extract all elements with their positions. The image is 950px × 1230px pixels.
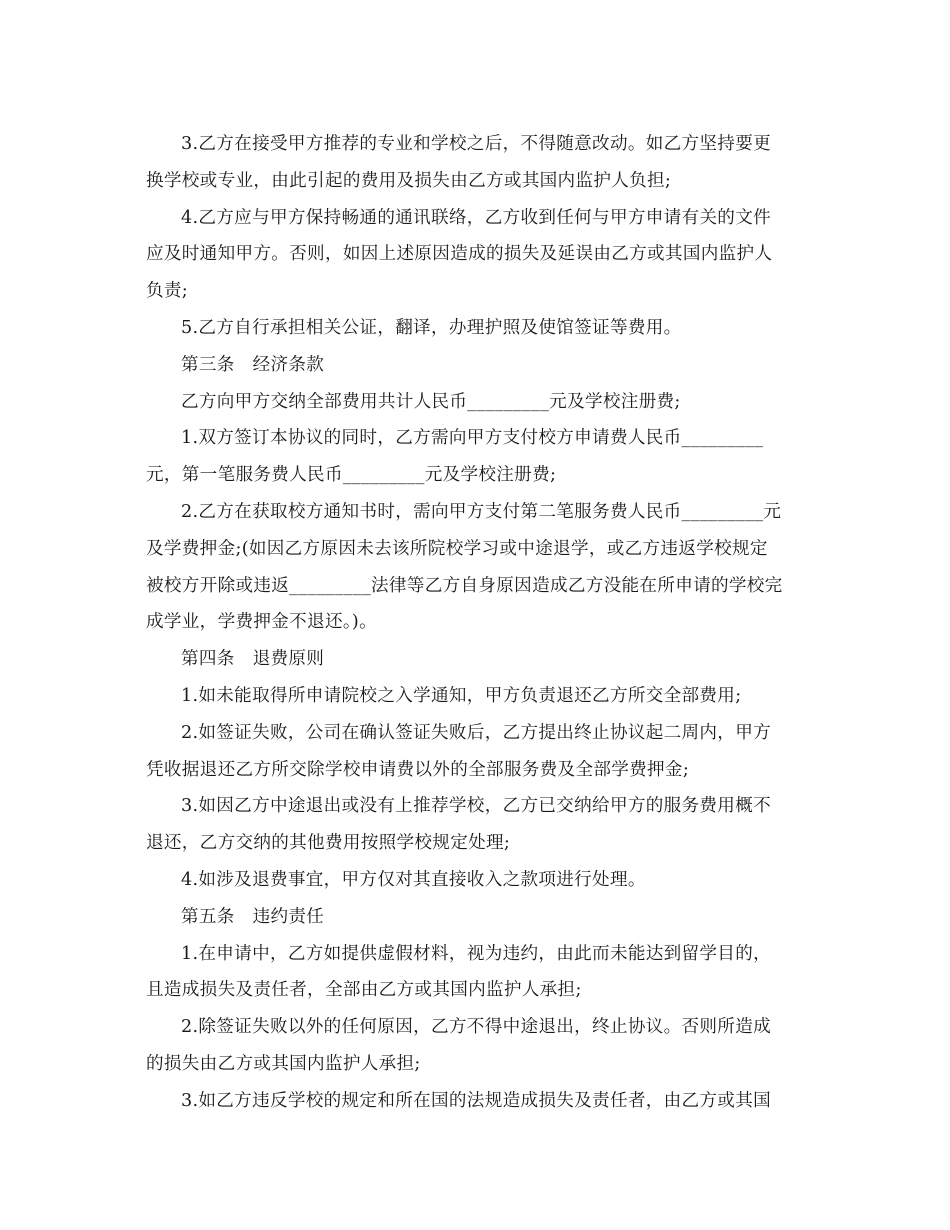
text-line: 及学费押金;(如因乙方原因未去该所院校学习或中途退学，或乙方违返学校规定 <box>146 538 768 559</box>
text-line: 3.如因乙方中途退出或没有上推荐学校，乙方已交纳给甲方的服务费用概不 <box>181 796 771 817</box>
text-line: 5.乙方自行承担相关公证，翻译，办理护照及使馆签证等费用。 <box>181 317 682 338</box>
text-line: 3.乙方在接受甲方推荐的专业和学校之后，不得随意改动。如乙方坚持要更 <box>181 134 771 154</box>
text-line: 凭收据退还乙方所交除学校申请费以外的全部服务费及全部学费押金; <box>146 759 690 780</box>
text-line: 第五条 违约责任 <box>181 906 325 927</box>
text-line: 的损失由乙方或其国内监护人承担; <box>146 1053 421 1074</box>
text-line: 第三条 经济条款 <box>181 354 325 375</box>
text-line: 且造成损失及责任者，全部由乙方或其国内监护人承担; <box>146 980 582 1001</box>
text-line: 1.如未能取得所申请院校之入学通知，甲方负责退还乙方所交全部费用; <box>181 685 742 706</box>
text-line: 退还，乙方交纳的其他费用按照学校规定处理; <box>146 833 511 854</box>
text-line: 元，第一笔服务费人民币_________元及学校注册费; <box>146 465 557 486</box>
text-line: 乙方向甲方交纳全部费用共计人民币_________元及学校注册费; <box>181 391 681 412</box>
text-line: 2.除签证失败以外的任何原因，乙方不得中途退出，终止协议。否则所造成 <box>181 1017 771 1038</box>
text-line: 2.如签证失败，公司在确认签证失败后，乙方提出终止协议起二周内，甲方 <box>181 722 771 743</box>
text-line: 负责; <box>146 281 189 302</box>
document-body <box>146 126 812 1120</box>
text-line: 成学业，学费押金不退还。)。 <box>146 612 377 633</box>
text-line: 4.如涉及退费事宜，甲方仅对其直接收入之款项进行处理。 <box>181 869 646 890</box>
text-line: 3.如乙方违反学校的规定和所在国的法规造成损失及责任者，由乙方或其国 <box>181 1090 771 1111</box>
text-line: 1.在申请中，乙方如提供虚假材料，视为违约，由此而未能达到留学目的， <box>181 943 771 964</box>
text-line: 被校方开除或违返_________法律等乙方自身原因造成乙方没能在所申请的学校完 <box>146 575 783 596</box>
text-line: 应及时通知甲方。否则，如因上述原因造成的损失及延误由乙方或其国内监护人 <box>146 244 773 265</box>
text-line: 第四条 退费原则 <box>181 649 325 670</box>
text-line: 换学校或专业，由此引起的费用及损失由乙方或其国内监护人负担; <box>146 170 672 191</box>
text-line: 1.双方签订本协议的同时，乙方需向甲方支付校方申请费人民币_________ <box>181 428 764 449</box>
text-line: 2.乙方在获取校方通知书时，需向甲方支付第二笔服务费人民币_________元 <box>181 501 782 522</box>
text-line: 4.乙方应与甲方保持畅通的通讯联络，乙方收到任何与甲方申请有关的文件 <box>181 207 771 228</box>
